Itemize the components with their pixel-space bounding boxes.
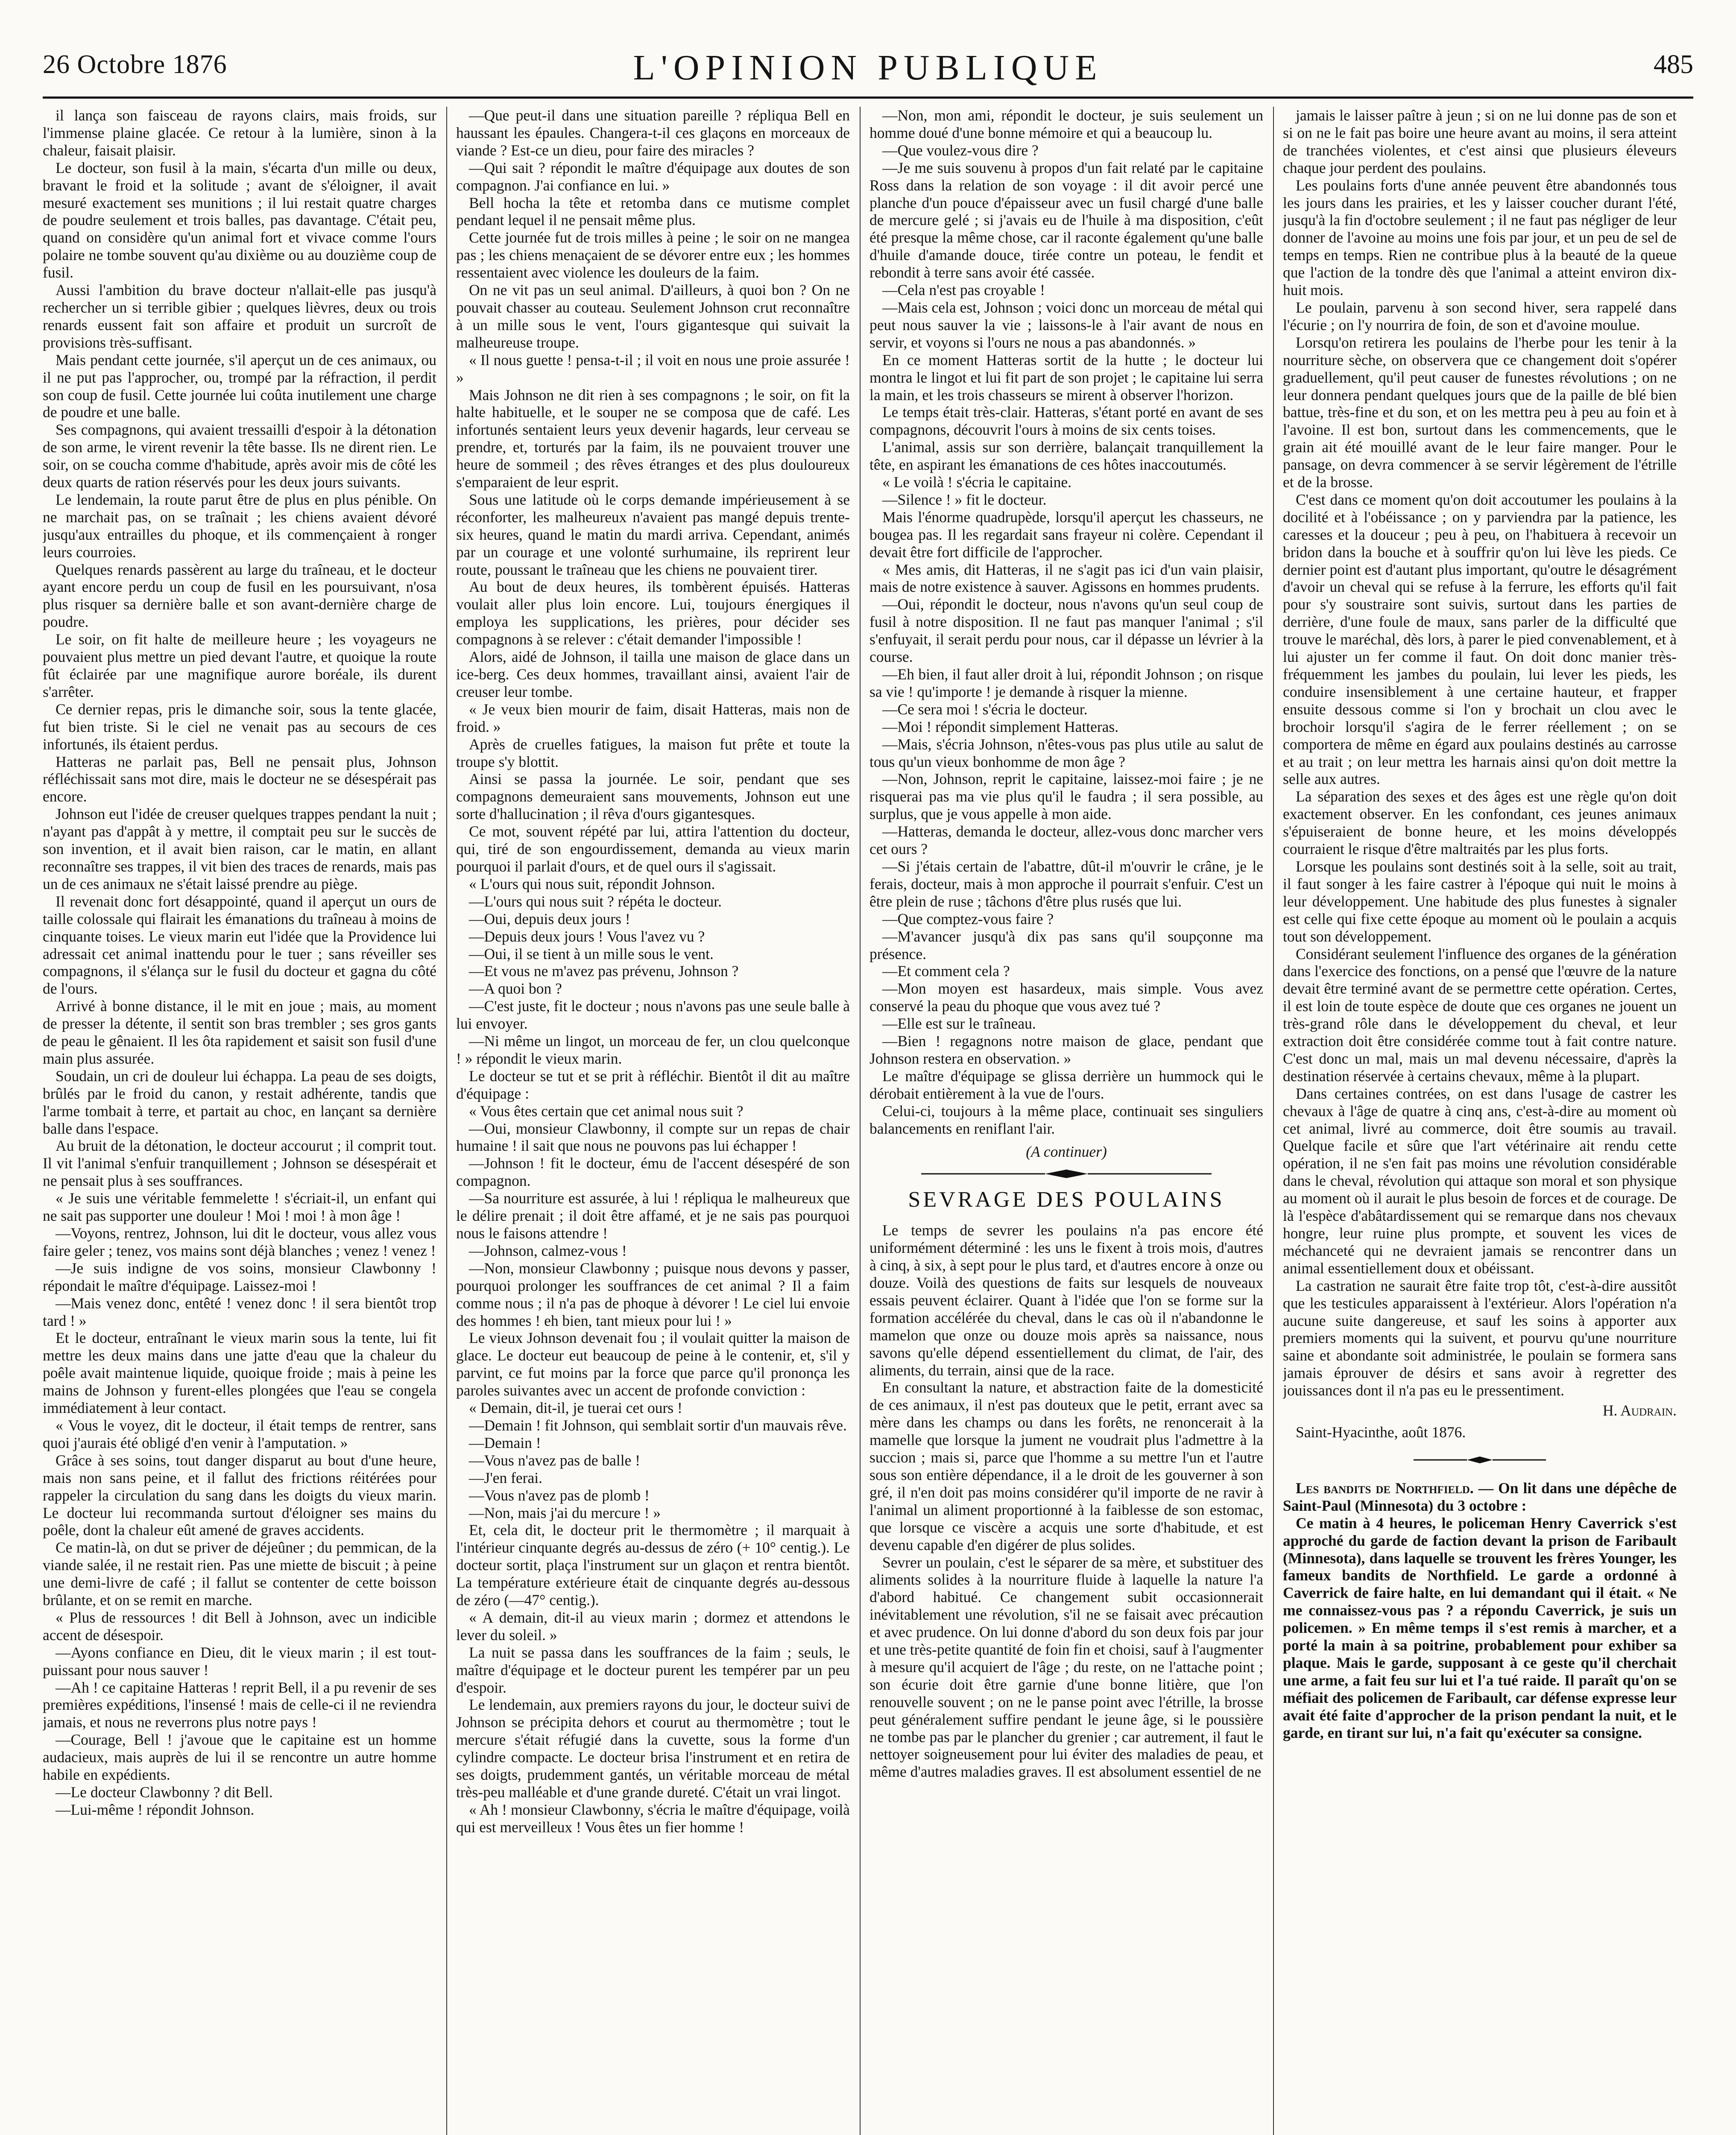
paragraph: —Ah ! ce capitaine Hatteras ! reprit Bell, il a pu revenir de ses premières expéditions, l'insensé ! mais de celle-ci il ne reviendra jamais, et nous ne reverrons plus notre pays ! (43, 1679, 436, 1731)
paragraph: Celui-ci, toujours à la même place, continuait ses singuliers balancements en reniflant l'air. (869, 1102, 1263, 1137)
paragraph: « Il nous guette ! pensa-t-il ; il voit en nous une proie assurée ! » (456, 351, 850, 386)
paragraph: —Le docteur Clawbonny ? dit Bell. (56, 1784, 273, 1801)
paragraph: —Mais venez donc, entêté ! venez donc ! il sera bientôt trop tard ! » (43, 1294, 436, 1329)
paragraph: « Plus de ressources ! dit Bell à Johnson, avec un indicible accent de désespoir. (43, 1609, 436, 1644)
paragraph: Il revenait donc fort désappointé, quand il aperçut un ours de taille colossale qui flairait les émanations du traîneau à moins de cinquante toises. Le vieux marin eut l'idée que la Providence lui adressait cet animal inattendu pour le tuer ; sans réveiller ses compagnons, il s'élança sur le fusil du docteur et gagna du côté de l'ours. (43, 892, 436, 997)
masthead (43, 47, 1693, 94)
news-lead: Les bandits de Northfield. (1296, 1479, 1474, 1497)
paragraph: —Ayons confiance en Dieu, dit le vieux marin ; il est tout-puissant pour nous sauver ! (43, 1644, 436, 1679)
paragraph: « A demain, dit-il au vieux marin ; dormez et attendons le lever du soleil. » (456, 1609, 850, 1644)
paragraph: —Vous n'avez pas de balle ! (469, 1451, 641, 1469)
paragraph: —Moi ! répondit simplement Hatteras. (882, 718, 1119, 735)
paragraph: « Vous le voyez, dit le docteur, il était temps de rentrer, sans quoi j'aurais été obligé d'en venir à l'amputation. » (43, 1416, 436, 1451)
paragraph: « Ah ! monsieur Clawbonny, s'écria le maître d'équipage, voilà qui est merveilleux ! Vous êtes un fier homme ! (456, 1801, 850, 1836)
paragraph: Dans certaines contrées, on est dans l'usage de castrer les chevaux à l'âge de quatre à cinq ans, c'est-à-dire au moment où cet animal, livré au commerce, doit être soumis au travail. Quelque facile et sûre que l'art vétérinaire ait rendu cette opération, il ne s'en fait pas moins une révolution considérable dans le cheval, révolution qui attaque son moral et son physique au moment où il aurait le plus besoin de forces et de courage. De là l'espèce d'abâtardissement qui se remarque dans nos chevaux hongre, leur ruine plus prompte, et souvent les vices de méchanceté qui ne devraient jamais se rencontrer dans un animal essentiellement doux et obéissant. (1283, 1085, 1677, 1277)
paragraph: —Elle est sur le traîneau. (882, 1015, 1036, 1032)
paragraph: —Johnson ! fit le docteur, ému de l'accent désespéré de son compagnon. (456, 1155, 850, 1190)
paragraph: —Je me suis souvenu à propos d'un fait relaté par le capitaine Ross dans la relation de son voyage : il dit avoir percé une planche d'un pouce d'épaisseur avec un fusil chargé d'une balle de mercure gelé ; si j'avais eu de l'huile à ma disposition, c'eût été presque la même chose, car il raconte également qu'une balle d'huile d'amande douce, tirée contre un poteau, le fendit et rebondit à terre sans avoir été cassée. (869, 159, 1263, 281)
paragraph: —Si j'étais certain de l'abattre, dût-il m'ouvrir le crâne, je le ferais, docteur, mais à mon approche il pourrait s'enfuir. C'est un être plein de ruse ; tâchons d'être plus rusés que lui. (869, 857, 1263, 910)
paragraph: —Mais cela est, Johnson ; voici donc un morceau de métal qui peut nous sauver la vie ; laissons-le à l'air avant de nous en servir, et voyons si l'ours ne nous a pas abandonnés. » (869, 298, 1263, 351)
paragraph: Mais l'énorme quadrupède, lorsqu'il aperçut les chasseurs, ne bougea pas. Il les regardait sans frayeur ni colère. Cependant il devait être fort difficile de l'approcher. (869, 508, 1263, 561)
article-signature: H. Audrain. (1602, 1402, 1677, 1419)
column-2 (456, 107, 850, 2135)
paragraph: Le lendemain, aux premiers rayons du jour, le docteur suivi de Johnson se précipita dehors et courut au thermomètre ; tout le mercure s'était réfugié dans la cuvette, sous la forme d'un cylindre compacte. Le docteur brisa l'instrument et en retira de ses doigts, prudemment gantés, un véritable morceau de métal très-peu malléable et d'une grande dureté. C'était un vrai lingot. (456, 1696, 850, 1801)
paragraph: —M'avancer jusqu'à dix pas sans qu'il soupçonne ma présence. (869, 927, 1263, 962)
paragraph: « Mes amis, dit Hatteras, il ne s'agit pas ici d'un vain plaisir, mais de notre existence à sauver. Agissons en hommes prudents. (869, 561, 1263, 596)
paragraph: Considérant seulement l'influence des organes de la génération dans l'exercice des fonctions, on a pensé que l'œuvre de la nature devait être terminé avant de se permettre cette opération. Certes, il est loin de toute espèce de doute que ces organes ne jouent un très-grand rôle dans le développement du cheval, et leur extraction doit être considérée comme tout à fait contre nature. C'est donc un mal, mais un mal devenu nécessaire, d'après la destination réservée à certains chevaux, même à la plupart. (1283, 945, 1677, 1085)
paragraph: —Mais, s'écria Johnson, n'êtes-vous pas plus utile au salut de tous qu'un vieux bonhomme de mon âge ? (869, 735, 1263, 770)
paragraph: —Bien ! regagnons notre maison de glace, pendant que Johnson restera en observation. » (869, 1032, 1263, 1067)
paragraph: Sous une latitude où le corps demande impérieusement à se réconforter, les malheureux n'avaient pas mangé depuis trente-six heures, quand le matin du mardi arriva. Cependant, animés par un courage et une volonté surhumaine, ils reprirent leur route, poussant le traîneau que les chiens ne pouvaient tirer. (456, 491, 850, 578)
paragraph: —Voyons, rentrez, Johnson, lui dit le docteur, vous allez vous faire geler ; tenez, vos mains sont déjà blanches ; venez ! venez ! (43, 1225, 436, 1259)
paragraph: La castration ne saurait être faite trop tôt, c'est-à-dire aussitôt que les testicules apparaissent à l'extérieur. Alors l'opération n'a aucune suite dangereuse, et sauf les soins à apporter aux premiers moments qui la suivent, et pourvu qu'une nourriture saine et abondante soit administrée, le poulain se formera sans jamais éprouver de désirs et sans avoir à regretter des jouissances dont il n'a pas eu le pressentiment. (1283, 1277, 1677, 1399)
article-place-date: Saint-Hyacinthe, août 1876. (1296, 1423, 1466, 1441)
paragraph: —Oui, répondit le docteur, nous n'avons qu'un seul coup de fusil à notre disposition. Il ne faut pas manquer l'animal ; s'il s'enfuyait, il serait perdu pour nous, car il dépasse un lévrier à la course. (869, 596, 1263, 666)
paragraph: —Qui sait ? répondit le maître d'équipage aux doutes de son compagnon. J'ai confiance en lui. » (456, 159, 850, 194)
column-divider (446, 107, 447, 2135)
paragraph: Et le docteur, entraînant le vieux marin sous la tente, lui fit mettre les deux mains dans une jatte d'eau que la chaleur du poêle avait maintenue liquide, quoique froide ; mais à peine les mains de Johnson y furent-elles plongées que l'eau se congela immédiatement à leur contact. (43, 1329, 436, 1417)
issue-date: 26 Octobre 1876 (43, 50, 227, 79)
paragraph: —Je suis indigne de vos soins, monsieur Clawbonny ! répondait le maître d'équipage. Laissez-moi ! (43, 1259, 436, 1294)
paragraph: Le soir, on fit halte de meilleure heure ; les voyageurs ne pouvaient plus mettre un pied devant l'autre, et quoique la route fût éclairée par une magnifique aurore boréale, ils durent s'arrêter. (43, 631, 436, 700)
paragraph: jamais le laisser paître à jeun ; si on ne lui donne pas de son et si on ne le fait pas boire une heure avant au moins, il sera atteint de tranchées violentes, et c'est ainsi que plusieurs éleveurs chaque jour perdent des poulains. (1283, 107, 1677, 176)
paragraph: Johnson eut l'idée de creuser quelques trappes pendant la nuit ; n'ayant pas d'appât à y mettre, il comptait peu sur le succès de son invention, et il avait bien raison, car le matin, en allant reconnaître ses trappes, il vit bien des traces de renards, mais pas un de ces animaux ne s'était laissé prendre au piège. (43, 805, 436, 892)
column-divider (860, 107, 861, 2135)
paragraph: Le temps était très-clair. Hatteras, s'étant porté en avant de ses compagnons, découvrit l'ours à moins de six cents toises. (869, 404, 1263, 439)
paragraph: Bell hocha la tête et retomba dans ce mutisme complet pendant lequel il ne pensait même plus. (456, 194, 850, 229)
paragraph: Hatteras ne parlait pas, Bell ne pensait plus, Johnson réfléchissait sans mot dire, mais le docteur ne se désespérait pas encore. (43, 753, 436, 805)
paragraph: Au bruit de la détonation, le docteur accourut ; il comprit tout. Il vit l'animal s'enfuir tranquillement ; Johnson se désespérait et ne pensait plus à ses souffrances. (43, 1137, 436, 1190)
article-body (869, 1222, 1263, 1781)
paragraph: « Je suis une véritable femmelette ! s'écriait-il, un enfant qui ne sait pas supporter une douleur ! Moi ! moi ! à mon âge ! (43, 1190, 436, 1225)
paragraph: Aussi l'ambition du brave docteur n'allait-elle pas jusqu'à rechercher un si terrible gibier ; quelques lièvres, deux ou trois renards eussent fait son affaire et produit un surcroît de provisions très-suffisant. (43, 281, 436, 351)
paragraph: La séparation des sexes et des âges est une règle qu'on doit exactement observer. En les confondant, ces jeunes animaux s'épuiseraient de bonne heure, et les moins développés courraient le risque d'être maltraités par les plus forts. (1283, 788, 1677, 858)
paragraph: En ce moment Hatteras sortit de la hutte ; le docteur lui montra le lingot et lui fit part de son projet ; le capitaine lui serra la main, et les trois chasseurs se mirent à observer l'horizon. (869, 351, 1263, 404)
paragraph: Ce dernier repas, pris le dimanche soir, sous la tente glacée, fut bien triste. Si le ciel ne venait pas au secours de ces infortunés, ils étaient perdus. (43, 700, 436, 753)
paragraph: « Le voilà ! s'écria le capitaine. (882, 474, 1072, 491)
paragraph: Le docteur, son fusil à la main, s'écarta d'un mille ou deux, bravant le froid et la solitude ; avant de s'éloigner, il avait mesuré exactement ses munitions ; il lui restait quatre charges de poudre seulement et trois balles, pas davantage. C'était peu, quand on considère qu'un animal fort et vivace comme l'ours polaire ne tombe souvent qu'au dixième ou au douzième coup de fusil. (43, 159, 436, 281)
news-paragraph: Ce matin à 4 heures, le policeman Henry Caverrick s'est approché du garde de faction devant la prison de Faribault (Minnesota), dans laquelle se trouvent les frères Younger, les fameux bandits de Northfield. Le garde a ordonné à Caverrick de faire halte, en lui demandant qui il était. « Ne me connaissez-vous pas ? a répondu Caverrick, je suis un policemen. » En même temps il s'est remis à marcher, et a porté la main à sa poitrine, probablement pour exhiber sa plaque. Mais le garde, supposant à ce geste qu'il cherchait une arme, a fait feu sur lui et l'a tué raide. Il paraît qu'on se méfiait des policemen de Faribault, car défense expresse leur avait été faite d'approcher de la prison pendant la nuit, et le garde, en tirant sur lui, n'a fait qu'exécuter sa consigne. (1283, 1514, 1677, 1741)
ornament-divider-icon (917, 1168, 1216, 1179)
paragraph: Le temps de sevrer les poulains n'a pas encore été uniformément déterminé : les uns le fixent à trois mois, d'autres à cinq, à six, à sept pour le plus tard, et d'autres encore à onze ou douze. Voilà des questions de faits sur lesquels de nouveaux essais peuvent éclairer. Quant à l'idée que l'on se forme sur la formation accélérée du cheval, dans le cas où il n'abandonne le mamelon que onze ou douze mois après sa naissance, nous savons qu'elle dépend essentiellement du climat, de l'air, des aliments, du terrain, ainsi que de la race. (869, 1222, 1263, 1379)
paragraph: —Eh bien, il faut aller droit à lui, répondit Johnson ; on risque sa vie ! qu'importe ! je demande à risquer la mienne. (869, 666, 1263, 700)
paragraph: —Non, mon ami, répondit le docteur, je suis seulement un homme doué d'une bonne mémoire et qui a beaucoup lu. (869, 107, 1263, 141)
paragraph: En consultant la nature, et abstraction faite de la domesticité de ces animaux, il n'est pas douteux que le petit, errant avec sa mère dans les champs ou dans les forêts, ne renoncerait à la mamelle que lorsque la jument ne voudrait plus l'admettre à la succion ; mais si, parce que l'homme a su mettre l'un et l'autre sous son entière dépendance, il a le droit de les gouverner à son gré, il n'en doit pas moins considérer qu'il importe de ne ravir à l'animal un aliment proportionné à la faiblesse de son estomac, que lorsque ce viscère a acquis une sorte d'habitude, et est devenu capable d'en digérer de plus solides. (869, 1379, 1263, 1553)
paragraph: L'animal, assis sur son derrière, balançait tranquillement la tête, en aspirant les émanations de ces hôtes inaccoutumés. (869, 439, 1263, 474)
paragraph: « Demain, dit-il, je tuerai cet ours ! (469, 1399, 682, 1417)
paragraph: —Que voulez-vous dire ? (882, 141, 1039, 159)
masthead-rule (43, 97, 1693, 99)
small-ornament-icon (1411, 1456, 1548, 1464)
column-1 (43, 107, 436, 2135)
paragraph: —Et vous ne m'avez pas prévenu, Johnson ? (469, 962, 739, 980)
paragraph: —Non, Johnson, reprit le capitaine, laissez-moi faire ; je ne risquerai pas ma vie plus qu'il le faudra ; il sera possible, au surplus, que je vous appelle à mon aide. (869, 770, 1263, 823)
paragraph: —Hatteras, demanda le docteur, allez-vous donc marcher vers cet ours ? (869, 823, 1263, 858)
news-intro: — On lit dans une dépêche de Saint-Paul (Minnesota) du 3 octobre : (1283, 1479, 1677, 1514)
paragraph: « Je veux bien mourir de faim, disait Hatteras, mais non de froid. » (456, 700, 850, 735)
news-first-paragraph (1283, 1480, 1677, 1515)
paragraph: Grâce à ses soins, tout danger disparut au bout d'une heure, mais non sans peine, et il fallut des frictions réitérées pour rappeler la circulation du sang dans les doigts du vieux marin. Le docteur lui recommanda surtout d'éloigner ses mains du poêle, dont la chaleur eût amené de graves accidents. (43, 1451, 436, 1539)
serial-story-end (869, 107, 1263, 1137)
paragraph: Les poulains forts d'une année peuvent être abandonnés tous les jours dans les prairies, et les y laisser coucher durant l'été, jusqu'à la fin d'octobre seulement ; il ne faut pas négliger de leur donner de l'avoine au moins une fois par jour, et un peu de sel de temps en temps. Rien ne contribue plus à la beauté de la queue que l'action de la tondre dès que l'animal a atteint environ dix-huit mois. (1283, 176, 1677, 299)
paragraph: —Depuis deux jours ! Vous l'avez vu ? (469, 927, 705, 945)
paragraph: Le vieux Johnson devenait fou ; il voulait quitter la maison de glace. Le docteur eut beaucoup de peine à le contenir, et, s'il y parvint, ce fut moins par la force que parce qu'il prononça les paroles suivantes avec un accent de profonde conviction : (456, 1329, 850, 1399)
paragraph: Cette journée fut de trois milles à peine ; le soir on ne mangea pas ; les chiens menaçaient de se dévorer entre eux ; les hommes ressentaient avec violence les douleurs de la faim. (456, 229, 850, 281)
paragraph: —Non, monsieur Clawbonny ; puisque nous devons y passer, pourquoi prolonger les souffrances de cet animal ? Il a faim comme nous ; il n'a pas de phoque à dévorer ! Le ciel lui envoie des hommes ! eh bien, tant mieux pour lui ! » (456, 1259, 850, 1329)
paragraph: —Oui, il se tient à un mille sous le vent. (469, 945, 714, 962)
column-3 (869, 107, 1263, 2135)
paragraph: —Cela n'est pas croyable ! (882, 281, 1045, 299)
paragraph: Quelques renards passèrent au large du traîneau, et le docteur ayant encore perdu un coup de fusil en les poursuivant, n'osa plus risquer sa dernière balle et son avant-dernière charge de poudre. (43, 561, 436, 631)
paragraph: Et, cela dit, le docteur prit le thermomètre ; il marquait à l'intérieur cinquante degrés au-dessus de zéro (+ 10° centig.). Le docteur sortit, plaça l'instrument sur un glaçon et rentra bientôt. La température extérieure était de cinquante degrés au-dessous de zéro (—47° centig.). (456, 1521, 850, 1609)
column-divider (1273, 107, 1274, 2135)
paragraph: Ce mot, souvent répété par lui, attira l'attention du docteur, qui, tiré de son engourdissement, demanda au vieux marin pourquoi il parlait d'ours, et de quel ours il s'agissait. (456, 823, 850, 875)
paragraph: —A quoi bon ? (469, 980, 562, 997)
paragraph: —Mon moyen est hasardeux, mais simple. Vous avez conservé la peau du phoque que vous avez tué ? (869, 980, 1263, 1015)
paragraph: —Vous n'avez pas de plomb ! (469, 1486, 650, 1504)
paragraph: —Demain ! fit Johnson, qui semblait sortir d'un mauvais rêve. (469, 1416, 847, 1434)
paragraph: La nuit se passa dans les souffrances de la faim ; seuls, le maître d'équipage et le docteur purent les tempérer par un peu d'espoir. (456, 1644, 850, 1696)
paragraph: « Vous êtes certain que cet animal nous suit ? (469, 1102, 744, 1120)
paragraph: —Oui, monsieur Clawbonny, il compte sur un repas de chair humaine ! il sait que nous ne pouvons pas lui échapper ! (456, 1120, 850, 1155)
paragraph: Sevrer un poulain, c'est le séparer de sa mère, et substituer des aliments solides à la nourriture fluide à laquelle la nature l'a d'abord habitué. Ce changement subit occasionnerait inévitablement une révolution, s'il ne se faisait avec précaution et avec prudence. On lui donne d'abord du son deux fois par jour et une très-petite quantité de foin fin et choisi, sauf à l'augmenter à mesure qu'il acquiert de l'âge ; du reste, on ne l'attache point ; son écurie doit être garnie d'une bonne litière, que l'on renouvelle souvent ; on ne le panse point avec l'étrille, la brosse peut généralement suffire pendant le jeune âge, si le poussière ne tombe pas par le plancher du grenier ; car autrement, il faut le nettoyer soigneusement pour lui éviter des maladies de peau, et même d'autres maladies graves. Il est absolument essentiel de ne (869, 1553, 1263, 1781)
paragraph: Lorsqu'on retirera les poulains de l'herbe pour les tenir à la nourriture sèche, on observera que ce changement doit s'opérer graduellement, qu'il peut causer de funestes révolutions ; on ne leur donnera pendant quelques jours que de la paille de blé bien battue, très-fine et du son, et on les mettra peu à peu au foin et à l'avoine. Il est bon, surtout dans les commencements, que le grain ait été mouillé avant de le leur faire manger. Pour le pansage, on devra commencer à se servir légèrement de l'étrille et de la brosse. (1283, 333, 1677, 491)
paragraph: —Que comptez-vous faire ? (882, 910, 1054, 927)
paragraph: —Non, mais j'ai du mercure ! » (469, 1504, 661, 1521)
paragraph: Le docteur se tut et se prit à réfléchir. Bientôt il dit au maître d'équipage : (456, 1067, 850, 1102)
to-be-continued: (A continuer) (1026, 1143, 1107, 1161)
page-number: 485 (1654, 50, 1693, 79)
article-body-continued (1283, 107, 1677, 1399)
paragraph: Lorsque les poulains sont destinés soit à la selle, soit au trait, il faut songer à les faire castrer à l'époque qui nuit le moins à leur développement. Une habitude des plus funestes à signaler est celle qui fixe cette époque au moment où le poulain a acquis tout son développement. (1283, 857, 1677, 945)
paragraph: —Johnson, calmez-vous ! (469, 1242, 627, 1259)
paragraph: —Courage, Bell ! j'avoue que le capitaine est un homme audacieux, mais auprès de lui il se rencontre un autre homme habile en expédients. (43, 1731, 436, 1784)
paragraph: Le poulain, parvenu à son second hiver, sera rappelé dans l'écurie ; on l'y nourrira de foin, de son et d'avoine moulue. (1283, 298, 1677, 333)
paragraph: Le maître d'équipage se glissa derrière un hummock qui le dérobait entièrement à la vue de l'ours. (869, 1067, 1263, 1102)
paragraph: Le lendemain, la route parut être de plus en plus pénible. On ne marchait pas, on se traînait ; les chiens avaient dévoré jusqu'aux entrailles du phoque, et ils commençaient à ronger leurs courroies. (43, 491, 436, 561)
paragraph: Au bout de deux heures, ils tombèrent épuisés. Hatteras voulait aller plus loin encore. Lui, toujours énergiques il employa les supplications, les prières, pour décider ses compagnons à se relever : c'était demander l'impossible ! (456, 578, 850, 648)
paragraph: —L'ours qui nous suit ? répéta le docteur. (469, 892, 722, 910)
paragraph: C'est dans ce moment qu'on doit accoutumer les poulains à la docilité et à l'obéissance ; on y parviendra par la patience, les caresses et la douceur ; peu à peu, on l'habituera à recevoir un bridon dans la bouche et à souffrir qu'on lui lève les pieds. Ce dernier point est d'autant plus important, qu'outre le désagrément d'avoir un cheval qui se refuse à la ferrure, les efforts qu'il fait pour s'y soustraire sont suivis, surtout dans les parties de derrière, d'une foule de maux, sans parler de la difficulté que trouve le maréchal, dès lors, à parer le pied convenablement, et à lui ajuster un fer comme il faut. On doit donc manier très-fréquemment les jambes du poulain, lui lever les pieds, les conduire insensiblement à une certaine hauteur, et frapper ensuite dessous comme si l'on y brochait un clou avec le brochoir lorsqu'il s'agira de le ferrer réellement ; on se comportera de même en égard aux poulains destinés au carrosse et au trait ; on leur mettra les harnais ainsi qu'on doit mettre la selle aux autres. (1283, 491, 1677, 788)
paragraph: —Demain ! (469, 1434, 541, 1451)
paragraph: —Ce sera moi ! s'écria le docteur. (882, 700, 1088, 718)
paragraph: Mais Johnson ne dit rien à ses compagnons ; le soir, on fit la halte habituelle, et le souper ne se composa que de café. Les infortunés sentaient leurs yeux devenir hagards, leur cerveau se prendre, et, torturés par la faim, ils ne pouvaient trouver une heure de sommeil ; des rêves étranges et des plus douloureux s'emparaient de leur esprit. (456, 386, 850, 491)
paragraph: —J'en ferai. (469, 1469, 542, 1486)
paragraph: —Silence ! » fit le docteur. (882, 491, 1047, 508)
article-title: SEVRAGE DES POULAINS (908, 1187, 1225, 1212)
paragraph: Ses compagnons, qui avaient tressailli d'espoir à la détonation de son arme, le virent revenir la tête basse. Ils ne dirent rien. Le soir, on se coucha comme d'habitude, après avoir mis de côté les deux quarts de ration réservés pour les deux jours suivants. (43, 421, 436, 491)
paragraph: Soudain, un cri de douleur lui échappa. La peau de ses doigts, brûlés par le froid du canon, y restait adhérente, tandis que l'arme tombait à terre, et partait au choc, en lançant sa dernière balle dans l'espace. (43, 1067, 436, 1137)
newspaper-title: L'OPINION PUBLIQUE (633, 48, 1103, 88)
paragraph: « L'ours qui nous suit, répondit Johnson. (469, 875, 715, 892)
paragraph: Après de cruelles fatigues, la maison fut prête et toute la troupe s'y blottit. (456, 735, 850, 770)
paragraph: —Lui-même ! répondit Johnson. (56, 1801, 255, 1818)
paragraph: —Oui, depuis deux jours ! (469, 910, 630, 927)
paragraph: Mais pendant cette journée, s'il aperçut un de ces animaux, ou il ne put pas l'approcher, ou, trompé par la réfraction, il perdit son coup de fusil. Cette journée lui coûta inutilement une charge de poudre et une balle. (43, 351, 436, 421)
paragraph: —Sa nourriture est assurée, à lui ! répliqua le malheureux que le délire prenait ; il doit être affamé, et je ne sais pas pourquoi nous le faisons attendre ! (456, 1190, 850, 1242)
news-item (1283, 1480, 1677, 1742)
paragraph: Ainsi se passa la journée. Le soir, pendant que ses compagnons demeuraient sans mouvements, Johnson eut une sorte d'hallucination ; il rêva d'ours gigantesques. (456, 770, 850, 823)
paragraph: —C'est juste, fit le docteur ; nous n'avons pas une seule balle à lui envoyer. (456, 997, 850, 1032)
paragraph: Ce matin-là, on dut se priver de déjeûner ; du pemmican, de la viande salée, il ne restait rien. Pas une miette de biscuit ; à peine une demi-livre de café ; il fallut se contenter de cette boisson brûlante, et on se remit en marche. (43, 1539, 436, 1609)
paragraph: —Ni même un lingot, un morceau de fer, un clou quelconque ! » répondit le vieux marin. (456, 1032, 850, 1067)
paragraph: Alors, aidé de Johnson, il tailla une maison de glace dans un ice-berg. Ces deux hommes, travaillant ainsi, avaient l'air de creuser leur tombe. (456, 648, 850, 700)
paragraph: —Et comment cela ? (882, 962, 1010, 980)
paragraph: il lança son faisceau de rayons clairs, mais froids, sur l'immense plaine glacée. Ce retour à la lumière, sinon à la chaleur, faisait plaisir. (43, 107, 436, 159)
paragraph: On ne vit pas un seul animal. D'ailleurs, à quoi bon ? On ne pouvait chasser au couteau. Seulement Johnson crut reconnaître à un mille sous le vent, l'ours gigantesque qui suivait la malheureuse troupe. (456, 281, 850, 351)
column-4 (1283, 107, 1677, 2135)
paragraph: Arrivé à bonne distance, il le mit en joue ; mais, au moment de presser la détente, il sentit son bras trembler ; ses gros gants de peau le gênaient. Il les ôta rapidement et saisit son fusil d'une main plus assurée. (43, 997, 436, 1067)
paragraph: —Que peut-il dans une situation pareille ? répliqua Bell en haussant les épaules. Changera-t-il ces glaçons en morceaux de viande ? Est-ce un dieu, pour faire des miracles ? (456, 107, 850, 159)
